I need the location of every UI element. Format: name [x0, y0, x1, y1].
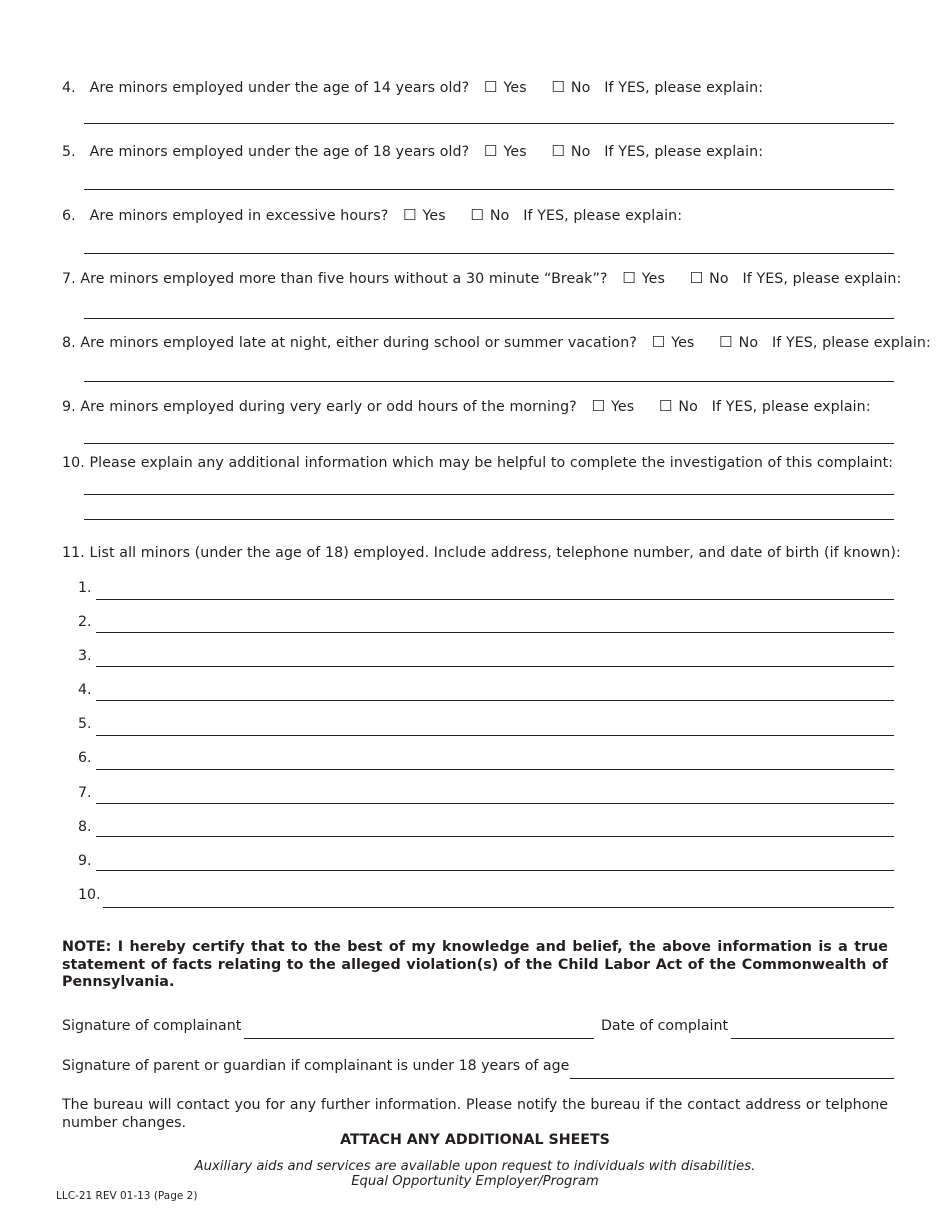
yes-checkbox[interactable]: ☐: [591, 397, 606, 415]
minor-line-8[interactable]: [96, 836, 894, 837]
question-7: 7. Are minors employed more than five hours without a 30 minute “Break”? ☐ Yes ☐ No If YES, please explain:: [62, 269, 902, 287]
question-8: 8. Are minors employed late at night, either during school or summer vacation? ☐ Yes ☐ No If YES, please explain:: [62, 333, 931, 351]
no-checkbox[interactable]: ☐: [551, 142, 565, 160]
signature-line[interactable]: [244, 1038, 594, 1039]
contact-text: The bureau will contact you for any further information. Please notify the bureau if the contact address or telphone number changes.: [62, 1097, 888, 1131]
question-11: 11. List all minors (under the age of 18) employed. Include address, telephone number, and date of birth (if known):: [62, 545, 901, 561]
minor-line-6[interactable]: [96, 769, 894, 770]
minor-number: 7.: [78, 785, 92, 801]
no-checkbox[interactable]: ☐: [719, 333, 733, 351]
answer-line-q10a[interactable]: [84, 494, 894, 495]
answer-line-q8[interactable]: [84, 381, 894, 382]
yes-checkbox[interactable]: ☐: [483, 142, 498, 160]
yes-checkbox[interactable]: ☐: [651, 333, 666, 351]
answer-line-q9[interactable]: [84, 443, 894, 444]
certification-note: NOTE: I hereby certify that to the best of my knowledge and belief, the above information is a true statement of facts relating to the alleged violation(s) of the Child Labor Act of the Commonwealth of Pennsylvania.: [62, 939, 888, 990]
equal-opportunity-text: Equal Opportunity Employer/Program: [351, 1174, 599, 1189]
answer-line-q7[interactable]: [84, 318, 894, 319]
guardian-signature-line[interactable]: [570, 1078, 894, 1079]
answer-line-q5[interactable]: [84, 189, 894, 190]
minor-number: 5.: [78, 716, 92, 732]
no-checkbox[interactable]: ☐: [658, 397, 673, 415]
attach-heading: ATTACH ANY ADDITIONAL SHEETS: [340, 1132, 610, 1148]
yes-checkbox[interactable]: ☐: [622, 269, 636, 287]
date-label: Date of complaint: [601, 1018, 729, 1034]
guardian-signature-label: Signature of parent or guardian if complainant is under 18 years of age: [62, 1058, 570, 1074]
yes-checkbox[interactable]: ☐: [483, 78, 498, 96]
minor-number: 4.: [78, 682, 92, 698]
minor-number: 10.: [78, 887, 101, 903]
answer-line-q4[interactable]: [84, 123, 894, 124]
minor-line-7[interactable]: [96, 803, 894, 804]
yes-checkbox[interactable]: ☐: [402, 206, 417, 224]
question-9: 9. Are minors employed during very early or odd hours of the morning? ☐ Yes ☐ No If YES, please explain:: [62, 397, 871, 415]
minor-number: 3.: [78, 648, 92, 664]
form-id: LLC-21 REV 01-13 (Page 2): [56, 1190, 198, 1202]
minor-line-10[interactable]: [103, 907, 894, 908]
no-checkbox[interactable]: ☐: [689, 269, 704, 287]
minor-number: 9.: [78, 853, 92, 869]
minor-line-1[interactable]: [96, 599, 894, 600]
minor-line-2[interactable]: [96, 632, 894, 633]
question-6: 6. Are minors employed in excessive hours? ☐ Yes ☐ No If YES, please explain:: [62, 206, 683, 224]
minor-line-5[interactable]: [96, 735, 894, 736]
minor-line-9[interactable]: [96, 870, 894, 871]
question-10: 10. Please explain any additional information which may be helpful to complete the investigation of this complaint:: [62, 455, 894, 471]
minor-number: 1.: [78, 580, 92, 596]
minor-number: 8.: [78, 819, 92, 835]
minor-line-4[interactable]: [96, 700, 894, 701]
answer-line-q10b[interactable]: [84, 519, 894, 520]
no-checkbox[interactable]: ☐: [470, 206, 484, 224]
date-line[interactable]: [731, 1038, 894, 1039]
minor-number: 2.: [78, 614, 92, 630]
signature-label: Signature of complainant: [62, 1018, 242, 1034]
question-4: 4. Are minors employed under the age of 14 years old? ☐ Yes ☐ No If YES, please explain:: [62, 78, 764, 96]
no-checkbox[interactable]: ☐: [551, 78, 565, 96]
answer-line-q6[interactable]: [84, 253, 894, 254]
minor-number: 6.: [78, 750, 92, 766]
auxiliary-aids-text: Auxiliary aids and services are available upon request to individuals with disabilities.: [194, 1159, 756, 1174]
minor-line-3[interactable]: [96, 666, 894, 667]
question-5: 5. Are minors employed under the age of 18 years old? ☐ Yes ☐ No If YES, please explain:: [62, 142, 764, 160]
